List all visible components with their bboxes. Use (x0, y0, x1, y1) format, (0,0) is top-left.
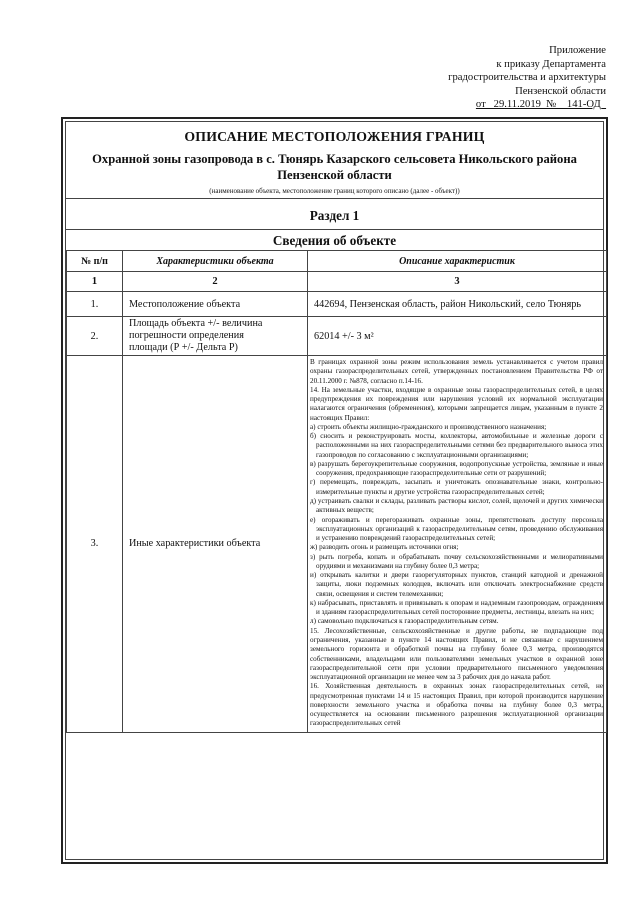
row-number: 3. (67, 356, 123, 733)
description-paragraph: б) сносить и реконструировать мосты, коллекторы, автомобильные и железные дороги с расположенными на них газораспределительными сетями без предварительного выноса этих газопроводов по согласованию с эксплуатационными организациями; (310, 432, 603, 459)
description-paragraph: ж) разводить огонь и размещать источники огня; (310, 543, 459, 552)
description-paragraph: 14. На земельные участки, входящие в охранные зоны газораспределительных сетей, в целях предупреждения их повреждения или нарушения условий их нормальной эксплуатации налагаются ограничения (обременения), которыми запрещается лицам, указанным в пункте 2 настоящих Правил: (310, 385, 603, 422)
column-number-row (67, 272, 607, 292)
table-row (67, 317, 607, 356)
column-number: 3 (308, 272, 607, 292)
description-paragraph: л) самовольно подключаться к газораспределительным сетям. (310, 617, 499, 626)
description-paragraph: а) строить объекты жилищно-гражданского и производственного назначения; (310, 422, 547, 431)
row-number: 2. (67, 317, 123, 356)
characteristic-cell: Местоположение объекта (123, 292, 308, 317)
document-title: ОПИСАНИЕ МЕСТОПОЛОЖЕНИЯ ГРАНИЦ (184, 129, 485, 144)
section-heading: Раздел 1 (309, 208, 360, 223)
description-paragraph: в) разрушать берегоукрепительные сооружения, водопропускные устройства, земляные и иные сооружения, предохраняющие газораспределительные сети от разрушений; (310, 459, 603, 478)
column-number: 1 (67, 272, 123, 292)
object-name-note: (наименование объекта, местоположение границ которого описано (далее - объект)) (209, 187, 460, 195)
description-paragraph: г) перемещать, повреждать, засыпать и уничтожать опознавательные знаки, контрольно-измерительные пункты и другие устройства газораспределительных сетей; (310, 478, 603, 496)
description-paragraph: з) рыть погреба, копать и обрабатывать почву сельскохозяйственными и мелиоративными орудиями и механизмами на глубину более 0,3 метра; (310, 552, 603, 570)
annex-line: Пензенской области (515, 85, 606, 97)
annex-line: градостроительства и архитектуры (448, 72, 606, 84)
characteristic-line: Площадь объекта +/- величина (129, 318, 263, 329)
characteristic-line: площади (Р +/- Дельта Р) (129, 342, 238, 353)
annex-block (448, 44, 606, 112)
annex-line: к приказу Департамента (496, 58, 606, 70)
table-header-row (67, 251, 607, 272)
column-header: Характеристики объекта (123, 251, 308, 272)
characteristic-line: погрешности определения (129, 330, 244, 341)
table-row (67, 356, 607, 733)
document-inner-frame (65, 121, 604, 860)
description-paragraph: д) устраивать свалки и склады, разливать растворы кислот, солей, щелочей и других химически активных веществ; (310, 496, 603, 515)
row-number: 1. (67, 292, 123, 317)
divider (66, 229, 603, 230)
table-row (67, 292, 607, 317)
description-paragraph: и) открывать калитки и двери газорегуляторных пунктов, станций катодной и дренажной защиты, люки подземных колодцев, включать или отключать электроснабжение средств связи, освещения и систем телемеханики; (310, 571, 603, 598)
section-title: Сведения об объекте (272, 233, 397, 248)
description-paragraph: 15. Лесохозяйственные, сельскохозяйственные и другие работы, не подпадающие под ограничения, указанные в пункте 14 настоящих Правил, и не связанные с нарушением земельного горизонта и обработкой почвы на глубину более 0,3 метра, производятся собственниками, владельцами или пользователями земельных участков в охранной зоне газораспределительной сети при условии предварительного письменного уведомления эксплуатационной организации не менее чем за 3 рабочих дня до начала работ. (310, 626, 603, 682)
description-paragraph: 16. Хозяйственная деятельность в охранных зонах газораспределительных сетей, не предусмотренная пунктами 14 и 15 настоящих Правил, при которой производится нарушение поверхности земельного участка и обработка почвы на глубину более 0,3 метра, осуществляется на основании письменного разрешения эксплуатационной организации газораспределительных сетей (310, 682, 603, 728)
description-cell (308, 356, 607, 733)
description-paragraph: е) огораживать и перегораживать охранные зоны, препятствовать доступу персонала эксплуатационных организаций к газораспределительным сетям, проведению обслуживания и устранению повреждений газораспределительных сетей; (310, 515, 603, 543)
description-cell: 442694, Пензенская область, район Никольский, село Тюнярь (308, 292, 607, 317)
object-info-table (66, 250, 607, 733)
column-number: 2 (123, 272, 308, 292)
characteristic-cell (123, 317, 308, 356)
description-paragraph: В границах охранной зоны режим использования земель устанавливается с учетом правил охраны газораспределительных сетей, утвержденных постановлением Правительства РФ от 20.11.2000 г. №878, согласно п.14-16. (310, 358, 603, 385)
annex-line: Приложение (549, 45, 606, 56)
description-cell: 62014 +/- 3 м² (308, 317, 607, 356)
order-reference: от _29.11.2019_№__141-ОД_ (475, 99, 606, 111)
column-header: Описание характеристик (308, 251, 607, 272)
object-name: Охранной зоны газопровода в с. Тюнярь Казарского сельсовета Никольского района Пензенской области (92, 152, 577, 182)
divider (66, 198, 603, 199)
column-header: № п/п (67, 251, 123, 272)
description-paragraph: к) набрасывать, приставлять и привязывать к опорам и надземным газопроводам, ограждениям и зданиям газораспределительных сетей посторонние предметы, лестницы, влезать на них; (310, 598, 603, 617)
document-frame (61, 117, 608, 864)
characteristic-cell: Иные характеристики объекта (123, 356, 308, 733)
